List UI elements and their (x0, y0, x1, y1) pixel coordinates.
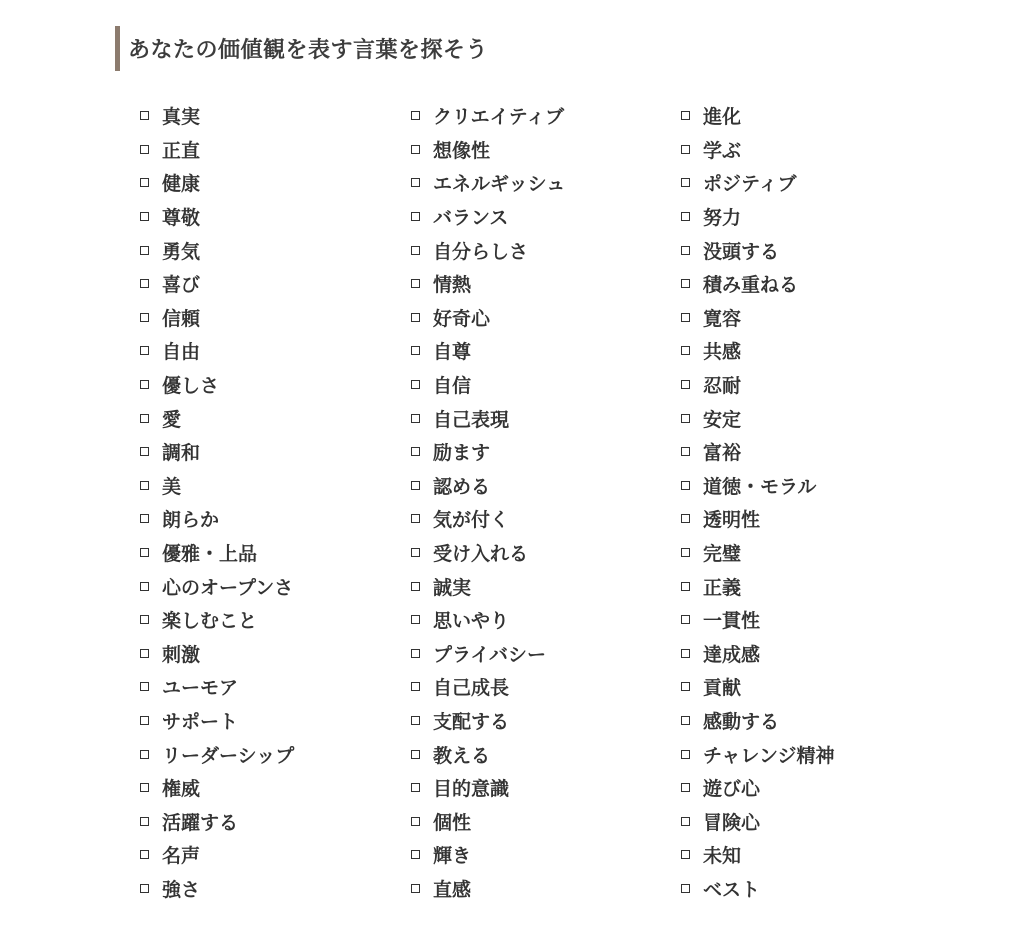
checkbox-icon[interactable] (681, 817, 690, 826)
checkbox-icon[interactable] (140, 279, 149, 288)
value-label: 励ます (433, 442, 491, 465)
checkbox-icon[interactable] (681, 884, 690, 893)
value-label: 愛 (162, 408, 182, 431)
value-label: 輝き (433, 845, 472, 868)
value-label: 忍耐 (703, 375, 742, 398)
value-label: 尊敬 (162, 207, 201, 230)
value-checkbox-item[interactable] (681, 200, 834, 234)
value-checkbox-item[interactable] (140, 469, 294, 503)
checkbox-icon[interactable] (411, 649, 420, 658)
value-checkbox-item[interactable] (140, 804, 294, 838)
value-checkbox-item[interactable] (140, 133, 294, 167)
value-label: 目的意識 (433, 778, 510, 801)
value-checkbox-item[interactable] (411, 401, 565, 435)
value-checkbox-item[interactable] (411, 301, 565, 335)
checkbox-icon[interactable] (681, 783, 690, 792)
checkbox-icon[interactable] (681, 145, 690, 154)
checkbox-icon[interactable] (681, 212, 690, 221)
value-label: 気が付く (433, 509, 510, 532)
checkbox-icon[interactable] (140, 178, 149, 187)
value-checkbox-item[interactable] (681, 301, 834, 335)
value-checkbox-item[interactable] (140, 771, 294, 805)
checkbox-icon[interactable] (411, 279, 420, 288)
value-label: 積み重ねる (703, 274, 799, 297)
checkbox-icon[interactable] (681, 750, 690, 759)
value-checkbox-item[interactable] (140, 670, 294, 704)
value-label: ベスト (703, 878, 761, 901)
value-label: 安定 (703, 408, 742, 431)
value-label: 冒険心 (703, 811, 761, 834)
value-checkbox-item[interactable] (681, 536, 834, 570)
value-checkbox-item[interactable] (411, 502, 565, 536)
checkbox-icon[interactable] (140, 884, 149, 893)
checkbox-icon[interactable] (681, 615, 690, 624)
checkbox-icon[interactable] (681, 682, 690, 691)
value-label: 正義 (703, 576, 742, 599)
checkbox-icon[interactable] (411, 783, 420, 792)
checkbox-icon[interactable] (140, 548, 149, 557)
value-checkbox-item[interactable] (411, 166, 565, 200)
checkbox-icon[interactable] (140, 346, 149, 355)
value-checkbox-item[interactable] (140, 368, 294, 402)
value-checkbox-item[interactable] (411, 804, 565, 838)
value-label: サポート (162, 710, 239, 733)
value-checkbox-item[interactable] (681, 603, 834, 637)
value-checkbox-item[interactable] (140, 267, 294, 301)
value-checkbox-item[interactable] (140, 166, 294, 200)
value-checkbox-item[interactable] (681, 469, 834, 503)
value-label: 思いやり (433, 610, 510, 633)
value-label: 進化 (703, 106, 742, 129)
value-label: 感動する (703, 710, 780, 733)
checkbox-icon[interactable] (681, 246, 690, 255)
checkbox-icon[interactable] (411, 145, 420, 154)
value-label: 優雅・上品 (162, 543, 258, 566)
value-checkbox-item[interactable] (411, 872, 565, 906)
value-label: 直感 (433, 878, 472, 901)
value-label: リーダーシップ (162, 744, 295, 767)
value-checkbox-item[interactable] (681, 133, 834, 167)
value-checkbox-item[interactable] (411, 368, 565, 402)
checkbox-icon[interactable] (681, 514, 690, 523)
value-checkbox-item[interactable] (681, 637, 834, 671)
value-checkbox-item[interactable] (681, 872, 834, 906)
value-label: 自尊 (433, 341, 472, 364)
checkbox-icon[interactable] (681, 649, 690, 658)
checkbox-icon[interactable] (411, 615, 420, 624)
checkbox-icon[interactable] (411, 682, 420, 691)
checkbox-icon[interactable] (140, 313, 149, 322)
checkbox-icon[interactable] (681, 716, 690, 725)
value-label: 自由 (162, 341, 201, 364)
checkbox-icon[interactable] (681, 279, 690, 288)
value-list-column-2 (411, 99, 565, 905)
value-checkbox-item[interactable] (411, 536, 565, 570)
value-checkbox-item[interactable] (681, 737, 834, 771)
checkbox-icon[interactable] (140, 682, 149, 691)
value-label: 自己成長 (433, 677, 510, 700)
value-label: 調和 (162, 442, 201, 465)
value-checkbox-item[interactable] (140, 502, 294, 536)
value-label: 美 (162, 475, 182, 498)
checkbox-icon[interactable] (411, 817, 420, 826)
value-label: クリエイティブ (433, 106, 565, 129)
value-checkbox-item[interactable] (411, 569, 565, 603)
checkbox-icon[interactable] (681, 380, 690, 389)
checkbox-icon[interactable] (411, 481, 420, 490)
checkbox-icon[interactable] (140, 414, 149, 423)
checkbox-icon[interactable] (681, 447, 690, 456)
value-checkbox-item[interactable] (681, 838, 834, 872)
value-checkbox-item[interactable] (140, 569, 294, 603)
value-checkbox-item[interactable] (140, 233, 294, 267)
value-checkbox-item[interactable] (140, 603, 294, 637)
value-checkbox-item[interactable] (681, 368, 834, 402)
checkbox-icon[interactable] (140, 111, 149, 120)
value-label: 認める (433, 475, 491, 498)
checkbox-icon[interactable] (411, 212, 420, 221)
checkbox-icon[interactable] (140, 817, 149, 826)
checkbox-icon[interactable] (411, 582, 420, 591)
checkbox-icon[interactable] (140, 246, 149, 255)
value-checkbox-item[interactable] (411, 704, 565, 738)
checkbox-icon[interactable] (411, 884, 420, 893)
checkbox-icon[interactable] (411, 548, 420, 557)
value-label: ユーモア (162, 677, 239, 700)
value-checkbox-item[interactable] (140, 401, 294, 435)
value-label: 心のオープンさ (162, 576, 294, 599)
value-checkbox-item[interactable] (681, 401, 834, 435)
value-label: 学ぶ (703, 139, 742, 162)
value-checkbox-item[interactable] (140, 200, 294, 234)
value-checkbox-item[interactable] (681, 99, 834, 133)
value-label: 寛容 (703, 307, 742, 330)
value-checkbox-item[interactable] (140, 637, 294, 671)
checkbox-icon[interactable] (140, 649, 149, 658)
value-label: 刺激 (162, 643, 201, 666)
value-label: 自分らしさ (433, 240, 529, 263)
value-label: 朗らか (162, 509, 220, 532)
checkbox-icon[interactable] (681, 346, 690, 355)
value-label: 真実 (162, 106, 201, 129)
checkbox-icon[interactable] (411, 246, 420, 255)
checkbox-icon[interactable] (681, 414, 690, 423)
checkbox-icon[interactable] (140, 514, 149, 523)
value-label: 富裕 (703, 442, 742, 465)
value-label: 個性 (433, 811, 472, 834)
value-label: 名声 (162, 845, 201, 868)
value-checkbox-item[interactable] (411, 771, 565, 805)
value-label: 想像性 (433, 139, 491, 162)
value-checkbox-item[interactable] (140, 838, 294, 872)
checkbox-icon[interactable] (140, 783, 149, 792)
value-label: 支配する (433, 710, 510, 733)
value-label: 受け入れる (433, 543, 529, 566)
value-label: 強さ (162, 878, 201, 901)
checkbox-icon[interactable] (411, 850, 420, 859)
value-label: 誠実 (433, 576, 472, 599)
value-checkbox-item[interactable] (411, 334, 565, 368)
value-checkbox-item[interactable] (411, 469, 565, 503)
value-label: 自己表現 (433, 408, 510, 431)
value-list-column-3 (681, 99, 834, 905)
value-checkbox-item[interactable] (140, 704, 294, 738)
checkbox-icon[interactable] (140, 212, 149, 221)
checkbox-icon[interactable] (411, 111, 420, 120)
value-checkbox-item[interactable] (140, 99, 294, 133)
checkbox-icon[interactable] (411, 346, 420, 355)
page-title: あなたの価値観を表す言葉を探そう (115, 26, 488, 71)
value-list-column-1 (140, 99, 294, 905)
value-label: 道徳・モラル (703, 475, 817, 498)
value-checkbox-item[interactable] (411, 267, 565, 301)
value-label: 好奇心 (433, 307, 491, 330)
value-label: 未知 (703, 845, 742, 868)
value-checkbox-item[interactable] (140, 536, 294, 570)
checkbox-icon[interactable] (411, 380, 420, 389)
value-label: 活躍する (162, 811, 239, 834)
checkbox-icon[interactable] (681, 481, 690, 490)
value-label: バランス (433, 207, 509, 230)
checkbox-icon[interactable] (140, 716, 149, 725)
value-label: 貢献 (703, 677, 742, 700)
value-label: 勇気 (162, 240, 201, 263)
value-checkbox-item[interactable] (140, 301, 294, 335)
value-label: 遊び心 (703, 778, 761, 801)
checkbox-icon[interactable] (411, 716, 420, 725)
value-label: 自信 (433, 375, 472, 398)
checkbox-icon[interactable] (140, 582, 149, 591)
value-label: エネルギッシュ (433, 173, 566, 196)
value-label: 情熱 (433, 274, 472, 297)
value-label: チャレンジ精神 (703, 744, 835, 767)
value-checkbox-item[interactable] (681, 166, 834, 200)
checkbox-icon[interactable] (411, 750, 420, 759)
value-checkbox-item[interactable] (411, 670, 565, 704)
checkbox-icon[interactable] (411, 414, 420, 423)
checkbox-icon[interactable] (681, 111, 690, 120)
value-label: 達成感 (703, 643, 761, 666)
value-label: ポジティブ (703, 173, 797, 196)
value-label: 信頼 (162, 307, 201, 330)
value-checkbox-item[interactable] (140, 872, 294, 906)
value-checkbox-item[interactable] (681, 233, 834, 267)
checkbox-icon[interactable] (681, 850, 690, 859)
checkbox-icon[interactable] (681, 313, 690, 322)
value-checkbox-item[interactable] (681, 569, 834, 603)
value-label: 完璧 (703, 543, 742, 566)
value-checkbox-item[interactable] (411, 603, 565, 637)
value-checkbox-item[interactable] (681, 502, 834, 536)
value-checkbox-item[interactable] (140, 334, 294, 368)
checkbox-icon[interactable] (140, 145, 149, 154)
value-label: 優しさ (162, 375, 220, 398)
checkbox-icon[interactable] (681, 582, 690, 591)
value-label: 共感 (703, 341, 742, 364)
value-checkbox-item[interactable] (411, 737, 565, 771)
value-label: 楽しむこと (162, 610, 258, 633)
value-checkbox-item[interactable] (140, 737, 294, 771)
checkbox-icon[interactable] (140, 380, 149, 389)
value-checkbox-item[interactable] (681, 704, 834, 738)
checkbox-icon[interactable] (140, 850, 149, 859)
value-label: 喜び (162, 274, 201, 297)
value-label: 健康 (162, 173, 201, 196)
value-checkbox-item[interactable] (411, 200, 565, 234)
checkbox-icon[interactable] (681, 178, 690, 187)
value-label: 透明性 (703, 509, 761, 532)
checkbox-icon[interactable] (140, 447, 149, 456)
value-checkbox-item[interactable] (681, 670, 834, 704)
checkbox-icon[interactable] (140, 750, 149, 759)
value-checkbox-item[interactable] (411, 838, 565, 872)
value-label: 教える (433, 744, 491, 767)
value-label: 一貫性 (703, 610, 761, 633)
value-label: 努力 (703, 207, 742, 230)
checkbox-icon[interactable] (411, 313, 420, 322)
checkbox-icon[interactable] (411, 178, 420, 187)
value-checkbox-item[interactable] (411, 637, 565, 671)
checkbox-icon[interactable] (411, 514, 420, 523)
value-label: 没頭する (703, 240, 780, 263)
value-label: 正直 (162, 139, 201, 162)
value-checkbox-item[interactable] (411, 233, 565, 267)
checkbox-icon[interactable] (140, 481, 149, 490)
value-label: 権威 (162, 778, 201, 801)
value-checkbox-item[interactable] (681, 804, 834, 838)
value-checkbox-item[interactable] (681, 334, 834, 368)
value-checkbox-item[interactable] (140, 435, 294, 469)
value-label: プライバシー (433, 643, 547, 666)
value-checkbox-item[interactable] (411, 133, 565, 167)
value-checkbox-item[interactable] (681, 435, 834, 469)
value-checkbox-item[interactable] (411, 435, 565, 469)
checkbox-icon[interactable] (681, 548, 690, 557)
value-checkbox-item[interactable] (411, 99, 565, 133)
checkbox-icon[interactable] (411, 447, 420, 456)
value-checkbox-item[interactable] (681, 771, 834, 805)
checkbox-icon[interactable] (140, 615, 149, 624)
value-checkbox-item[interactable] (681, 267, 834, 301)
